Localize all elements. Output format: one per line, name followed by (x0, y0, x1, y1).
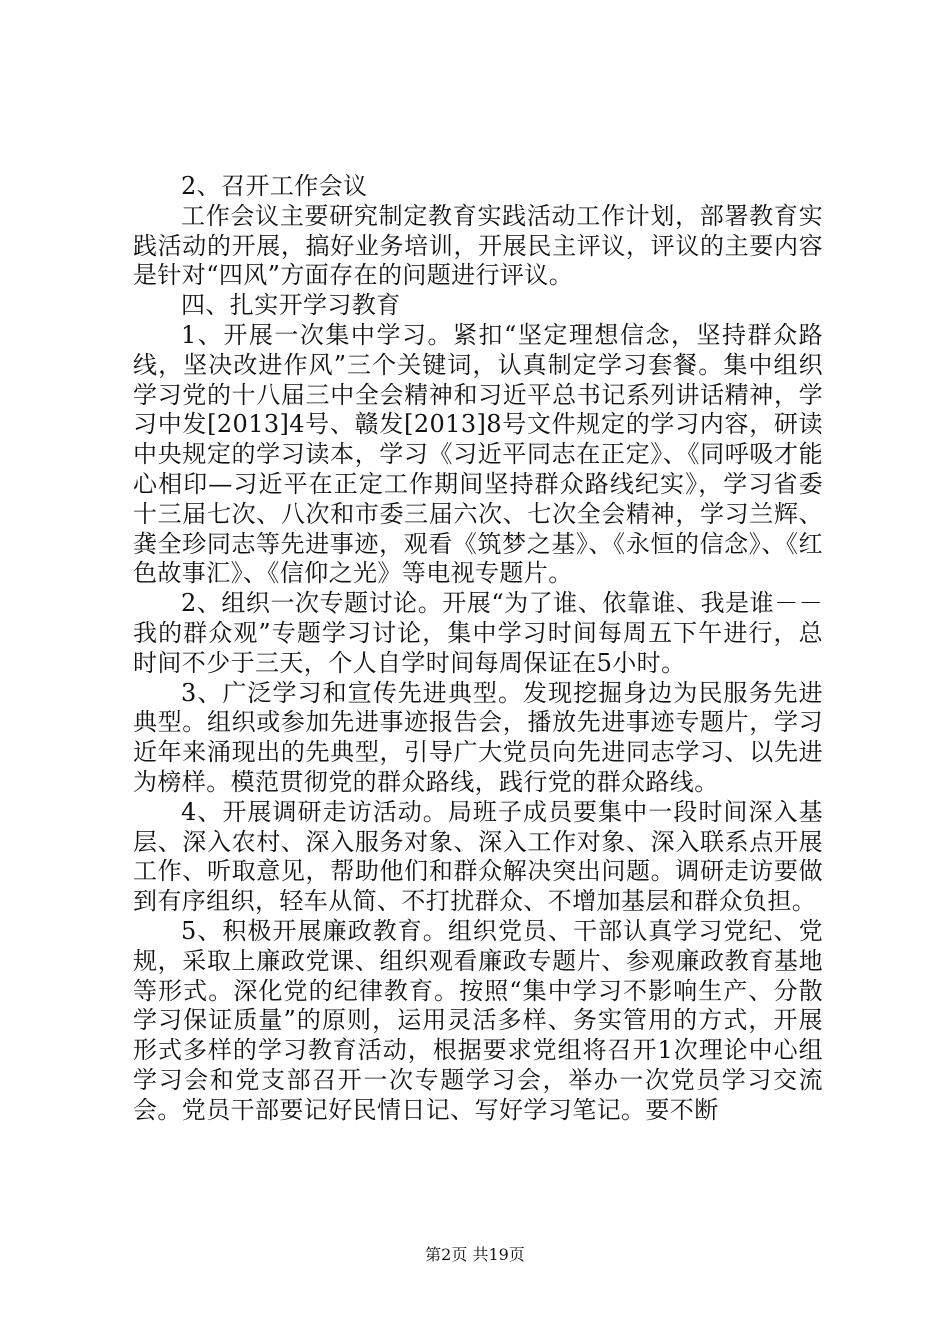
document-body (133, 172, 823, 1126)
page-number-footer: 第2页 共19页 (425, 1245, 525, 1264)
paragraph-advanced-models: 3、广泛学习和宣传先进典型。发现挖掘身边为民服务先进典型。组织或参加先进事迹报告会，播放先进事迹专题片，学习近年来涌现出的先典型，引导广大党员向先进同志学习、以先进为榜样。模范贯彻党的群众路线，践行党的群众路线。 (133, 678, 823, 796)
paragraph-centralized-study: 1、开展一次集中学习。紧扣“坚定理想信念，坚持群众路线，坚决改进作风”三个关键词，认真制定学习套餐。集中组织学习党的十八届三中全会精神和习近平总书记系列讲话精神，学习中发[2013]4号、赣发[2013]8号文件规定的学习内容，研读中央规定的学习读本，学习《习近平同志在正定》、《同呼吸才能心相印—习近平在正定工作期间坚持群众路线纪实》，学习省委十三届七次、八次和市委三届六次、七次全会精神，学习兰辉、龚全珍同志等先进事迹，观看《筑梦之基》、《永恒的信念》、《红色故事汇》、《信仰之光》等电视专题片。 (133, 320, 823, 588)
paragraph-topic-discussion: 2、组织一次专题讨论。开展“为了谁、依靠谁、我是谁－－我的群众观”专题学习讨论，集中学习时间每周五下午进行，总时间不少于三天，个人自学时间每周保证在5小时。 (133, 589, 823, 677)
paragraph-integrity-education: 5、积极开展廉政教育。组织党员、干部认真学习党纪、党规，采取上廉政党课、组织观看廉政专题片、参观廉政教育基地等形式。深化党的纪律教育。按照“集中学习不影响生产、分散学习保证质量”的原则，运用灵活多样、务实管用的方式，开展形式多样的学习教育活动，根据要求党组将召开1次理论中心组学习会和党支部召开一次专题学习会，举办一次党员学习交流会。党员干部要记好民情日记、写好学习笔记。要不断 (133, 916, 823, 1124)
paragraph-research-visits: 4、开展调研走访活动。局班子成员要集中一段时间深入基层、深入农村、深入服务对象、深入工作对象、深入联系点开展工作、听取意见，帮助他们和群众解决突出问题。调研走访要做到有序组织，轻车从简、不打扰群众、不增加基层和群众负担。 (133, 797, 823, 916)
section-heading-meeting: 2、召开工作会议 (181, 172, 368, 200)
paragraph-meeting-content: 工作会议主要研究制定教育实践活动工作计划，部署教育实践活动的开展，搞好业务培训，开展民主评议，评议的主要内容是针对“四风”方面存在的问题进行评议。 (133, 201, 823, 290)
section-heading-study-education: 四、扎实开学习教育 (181, 291, 401, 320)
